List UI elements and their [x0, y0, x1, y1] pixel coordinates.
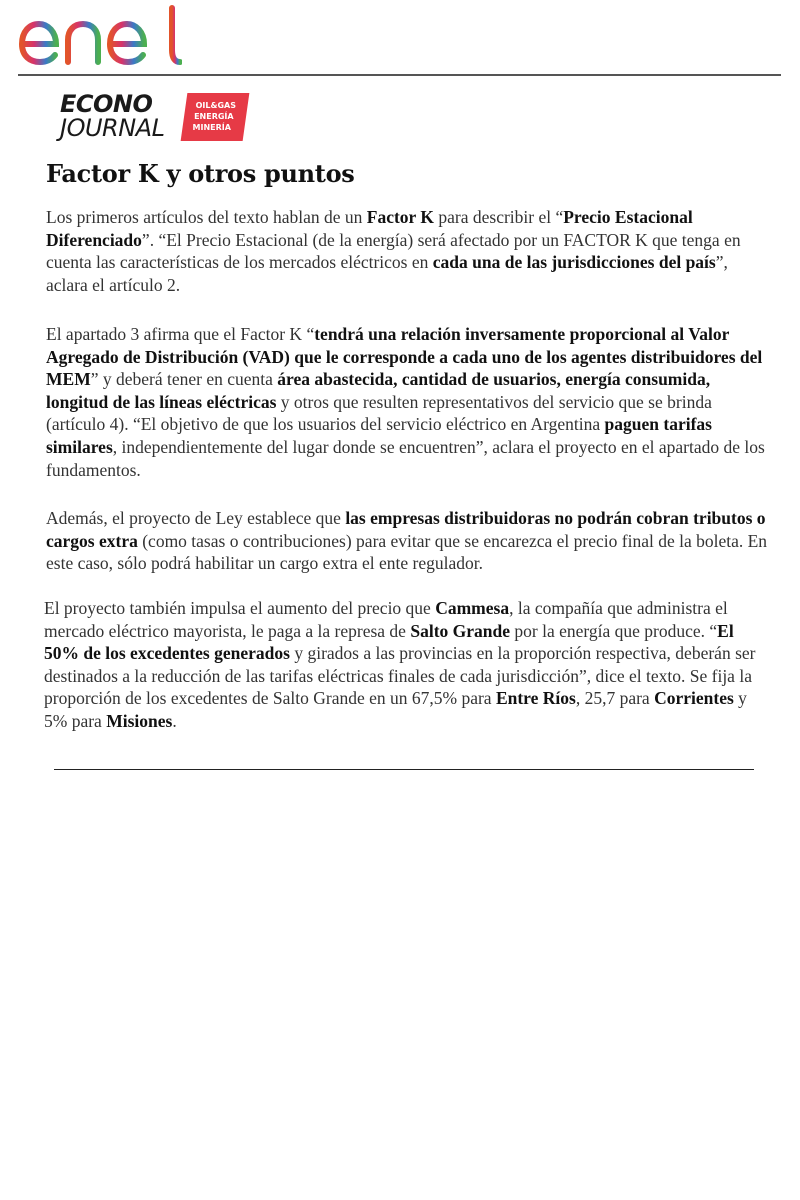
text-run: por la energía que produce. “ — [510, 620, 718, 641]
text-run: , la compañía que administra el mercado eléctrico mayorista, le paga a la represa de — [44, 598, 728, 641]
bold-text-run: El 50% de los excedentes generados — [44, 620, 734, 664]
tag-line-oilgas: OIL&GAS — [195, 101, 236, 110]
bold-text-run: paguen tarifas similares — [46, 414, 712, 457]
bold-text-run: Salto Grande — [410, 620, 511, 641]
article-paragraph — [46, 507, 768, 575]
tag-line-mineria: MINERÍA — [192, 123, 231, 132]
text-run: . — [172, 710, 177, 731]
logo-journal-text: JOURNAL — [60, 114, 165, 142]
bold-text-run: tendrá una relación inversamente proporcional al Valor Agregado de Distribución (VAD) que le corresponde a cada uno de los agentes distribuidores del MEM — [46, 324, 763, 390]
econojournal-logo — [58, 90, 250, 144]
logo-sector-tag — [181, 93, 250, 141]
header-divider — [18, 74, 781, 76]
text-run: y girados a las provincias en la proporción respectiva, deberán ser destinados a la reducción de las tarifas eléctricas finales de cada jurisdicción”, dice el texto. Se fija la proporción de los excedentes de Salto Grande en un 67,5% para — [44, 643, 756, 709]
bold-text-run: Corrientes — [654, 688, 734, 709]
text-run: (como tasas o contribuciones) para evitar que se encarezca el precio final de la boleta. En este caso, sólo podrá habilitar un cargo extra el ente regulador. — [46, 530, 768, 574]
article-paragraph — [46, 206, 768, 296]
text-run: y otros que resulten representativos del servicio que se brinda (artículo 4). “El objetivo de que los usuarios del servicio eléctrico en Argentina — [46, 391, 712, 435]
bold-text-run: Factor K — [366, 207, 434, 227]
bold-text-run: Misiones — [106, 710, 173, 731]
bold-text-run: Cammesa — [435, 598, 510, 618]
footer-divider — [54, 769, 754, 770]
tag-line-energia: ENERGÍA — [194, 112, 234, 121]
text-run: ”. “El Precio Estacional (de la energía) será afectado por un FACTOR K que tenga en cuenta las características de los mercados eléctricos en — [46, 229, 741, 273]
text-run: y 5% para — [44, 688, 747, 731]
article-paragraph — [46, 323, 768, 481]
text-run: Los primeros artículos del texto hablan de un — [46, 207, 367, 227]
logo-econo-text: ECONO — [60, 90, 153, 118]
bold-text-run: Entre Ríos — [495, 688, 576, 709]
text-run: Además, el proyecto de Ley establece que — [46, 508, 346, 528]
article-title: Factor K y otros puntos — [46, 159, 355, 188]
bold-text-run: las empresas distribuidoras no podrán cobran tributos o cargos extra — [46, 508, 766, 551]
enel-logo — [16, 4, 182, 68]
text-run: , 25,7 para — [575, 688, 655, 709]
text-run: para describir el “ — [434, 207, 564, 227]
bold-text-run: área abastecida, cantidad de usuarios, energía consumida, longitud de las líneas eléctricas — [46, 369, 711, 412]
text-run: El proyecto también impulsa el aumento del precio que — [44, 598, 436, 618]
article-paragraph — [44, 597, 766, 733]
text-run: , independientemente del lugar donde se encuentren”, aclara el proyecto en el apartado de los fundamentos. — [46, 436, 765, 480]
text-run: ” y deberá tener en cuenta — [90, 369, 278, 390]
bold-text-run: cada una de las jurisdicciones del país — [432, 252, 716, 273]
text-run: El apartado 3 afirma que el Factor K “ — [46, 324, 315, 344]
bold-text-run: Precio Estacional Diferenciado — [46, 207, 693, 250]
text-run: ”, aclara el artículo 2. — [46, 252, 728, 295]
